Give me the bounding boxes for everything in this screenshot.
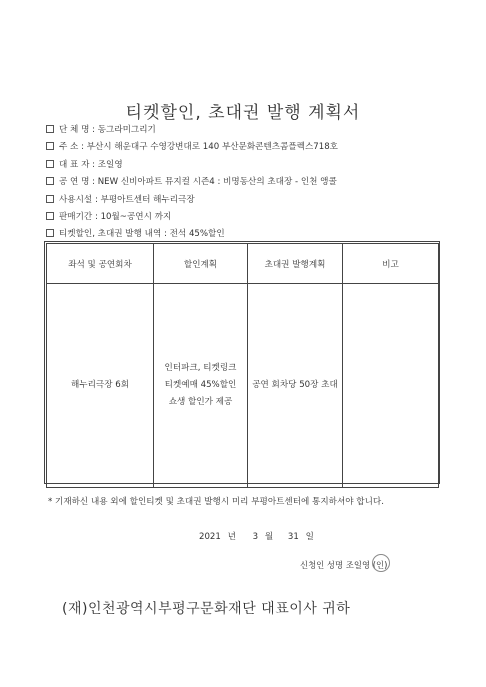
date-day-unit: 일 (305, 532, 314, 542)
header-discount: 할인계획 (154, 244, 248, 284)
info-item-group-name: 단 체 명 : 동그라미그리기 (46, 122, 338, 139)
header-invite: 초대권 발행계획 (248, 244, 343, 284)
info-item-address: 주 소 : 부산시 해운대구 수영강변대로 140 부산문화콘텐츠콤플렉스718호 (46, 139, 338, 156)
checkbox-icon (46, 195, 54, 203)
cell-discount (154, 284, 248, 488)
checkbox-icon (46, 229, 54, 237)
info-item-venue: 사용시설 : 부평아트센터 해누리극장 (46, 192, 338, 209)
checkbox-icon (46, 160, 54, 168)
info-item-representative: 대 표 자 : 조일영 (46, 157, 338, 174)
cell-seat: 해누리극장 6회 (47, 284, 154, 488)
info-item-discount: 티켓할인, 초대권 발행 내역 : 전석 45%할인 (46, 226, 338, 243)
header-remark: 비고 (343, 244, 439, 284)
applicant-name: 신청인 성명 조일영 (300, 560, 371, 570)
cell-remark (343, 284, 439, 488)
plan-table (46, 243, 439, 488)
date-year-unit: 년 (227, 532, 236, 542)
date-day: 31 (287, 532, 299, 542)
date-month-unit: 월 (264, 532, 274, 542)
date-year: 2021 (199, 532, 221, 542)
discount-line: 쇼생 할인가 제공 (168, 397, 233, 407)
header-seat: 좌석 및 공연회차 (47, 244, 154, 284)
table-header-row (47, 244, 439, 284)
checkbox-icon (46, 142, 54, 150)
checkbox-icon (46, 212, 54, 220)
info-list (46, 122, 338, 244)
discount-line: 인터파크, 티켓링크 (164, 363, 237, 373)
info-item-performance: 공 연 명 : NEW 신비아파트 뮤지컬 시즌4 : 비명동산의 초대장 - 인천 앵콜 (46, 174, 338, 191)
date-line (199, 530, 318, 542)
seal-label: (인) (372, 560, 388, 570)
checkbox-icon (46, 177, 54, 185)
recipient-line: (재)인천광역시부평구문화재단 대표이사 귀하 (62, 601, 351, 617)
table-row (47, 284, 439, 488)
checkbox-icon (46, 125, 54, 133)
discount-line: 티켓예매 45%할인 (164, 380, 237, 390)
document-title: 티켓할인, 초대권 발행 계획서 (125, 103, 361, 123)
date-month: 3 (252, 532, 259, 542)
cell-invite: 공연 회차당 50장 초대 (248, 284, 343, 488)
notice-text: * 기재하신 내용 외에 할인티켓 및 초대권 발행시 미리 부평아트센터에 통지하셔야 합니다. (48, 497, 384, 507)
info-item-sales-period: 판매기간 : 10월~공연시 까지 (46, 209, 338, 226)
seal-stamp-icon (372, 554, 390, 572)
